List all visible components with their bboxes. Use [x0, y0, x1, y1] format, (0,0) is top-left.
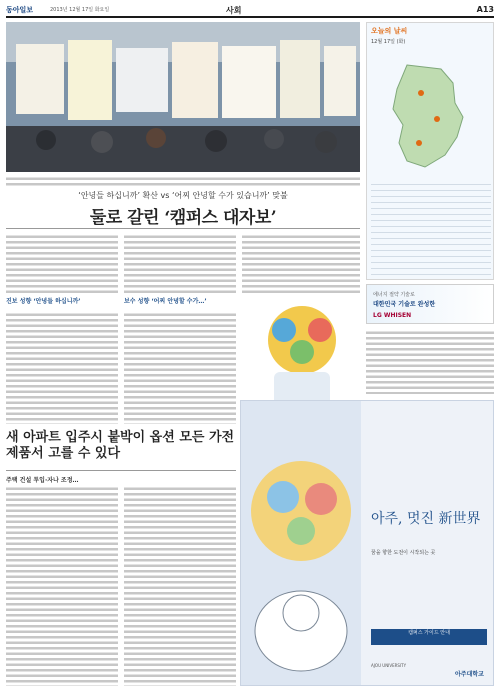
- page-number: A13: [476, 5, 494, 14]
- story2-col-2: [124, 486, 236, 686]
- ad-logo: 아주대학교: [455, 671, 484, 678]
- right-subhead: 보수 성향 ‘어찌 안녕할 수가…’: [124, 298, 207, 305]
- ad-small: [366, 284, 494, 324]
- issue-date: 2013년 12월 17일 화요일: [50, 7, 110, 13]
- lead-body-col-2: [124, 234, 236, 294]
- masthead: [6, 4, 494, 18]
- ad-illustration: [241, 401, 361, 686]
- section-title: 사회: [226, 6, 242, 15]
- poster-wall-image: [6, 22, 360, 172]
- weather-title: 오늘의 날씨: [371, 27, 408, 35]
- korea-map: [371, 59, 491, 175]
- weather-date: 12월 17일 (화): [371, 39, 406, 45]
- right-body: [124, 312, 236, 424]
- right-column-text: [366, 330, 494, 394]
- weather-box: [366, 22, 494, 280]
- ad-footer: AJOU UNIVERSITY: [371, 663, 407, 668]
- story2-subhead: 주택 건설 투입·자나 조정…: [6, 477, 79, 484]
- weather-table: [371, 179, 491, 277]
- ad-small-line2: 대한민국 기술로 완성한: [373, 301, 436, 308]
- ad-body: 꿈을 향한 도전이 시작되는 곳: [371, 550, 436, 556]
- left-subhead: 진보 성향 ‘안녕들 하십니까’: [6, 298, 81, 305]
- ad-ajou: [240, 400, 494, 686]
- lead-kicker: ‘안녕들 하십니까’ 확산 vs ‘어찌 안녕할 수가 있습니까’ 맞불: [78, 191, 288, 200]
- paper-name: 동아일보: [6, 6, 34, 14]
- ad-headline: 아주, 멋진 新世界: [371, 511, 481, 527]
- lead-headline: 둘로 갈린 ‘캠퍼스 대자보’: [89, 208, 277, 228]
- photo-caption: [6, 176, 360, 187]
- divider: [6, 470, 236, 471]
- ad-cta-box: 캠퍼스 가이드 안내: [371, 629, 487, 645]
- ad-small-line1: 에너지 절약 기술로: [373, 292, 415, 298]
- divider: [6, 228, 360, 229]
- ad-small-brand: LG WHISEN: [373, 312, 412, 319]
- story2-col-1: [6, 486, 118, 686]
- left-body: [6, 312, 118, 424]
- story2-headline: 새 아파트 입주시 붙박이 옵션 모든 가전제품서 고를 수 있다: [6, 430, 235, 461]
- lead-photo: [6, 22, 360, 172]
- lead-body-col-3: [242, 234, 360, 294]
- caption-text-lines: [6, 176, 360, 187]
- lead-body-col-1: [6, 234, 118, 294]
